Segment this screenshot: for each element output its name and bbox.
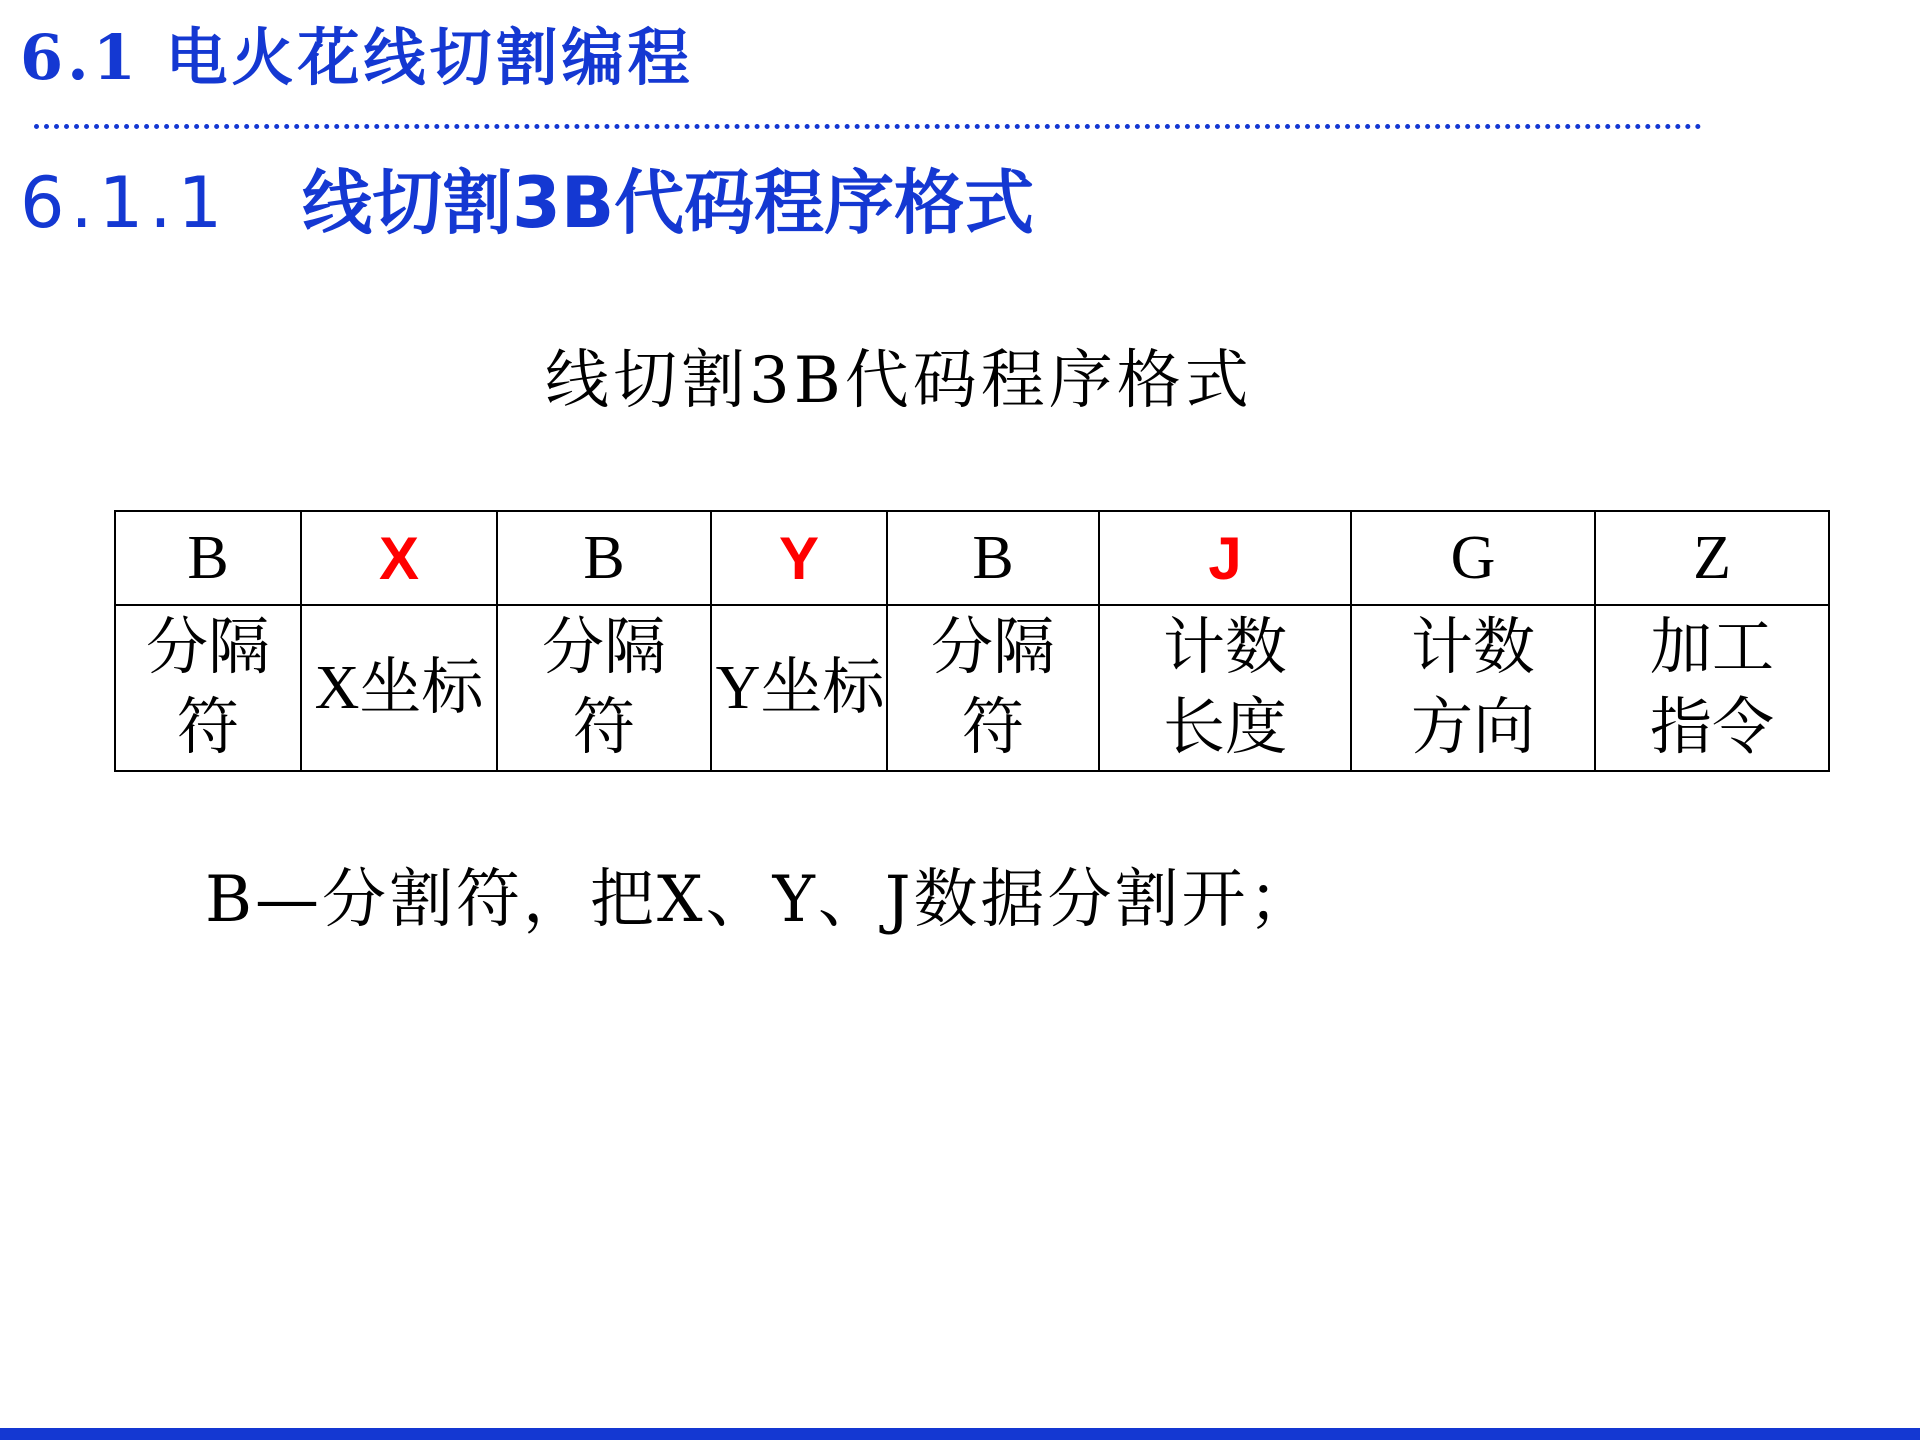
code-cell-y: Y bbox=[711, 511, 887, 605]
desc-cell-b2 bbox=[497, 605, 711, 771]
code-cell-b3: B bbox=[887, 511, 1099, 605]
code-cell-b1: B bbox=[115, 511, 301, 605]
desc-text: 分隔符 bbox=[541, 614, 666, 762]
bottom-bar bbox=[0, 1428, 1920, 1440]
desc-text: X坐标 bbox=[314, 654, 484, 722]
dotted-divider bbox=[34, 124, 1702, 129]
desc-cell-z bbox=[1595, 605, 1829, 771]
desc-cell-b1 bbox=[115, 605, 301, 771]
note-text: B—分割符，把X、Y、J数据分割开； bbox=[205, 863, 1316, 937]
desc-cell-j bbox=[1099, 605, 1351, 771]
code-row bbox=[115, 511, 1829, 605]
desc-cell-x bbox=[301, 605, 497, 771]
desc-cell-y bbox=[711, 605, 887, 771]
desc-text: 加工指令 bbox=[1649, 614, 1774, 762]
code-cell-g: G bbox=[1351, 511, 1595, 605]
subsection-title bbox=[20, 158, 1034, 248]
code-cell-z: Z bbox=[1595, 511, 1829, 605]
desc-text: Y坐标 bbox=[715, 654, 885, 722]
subsection-number: 6.1.1 bbox=[20, 162, 229, 244]
code-cell-b2: B bbox=[497, 511, 711, 605]
desc-text: 分隔符 bbox=[930, 614, 1055, 762]
code-cell-x: X bbox=[301, 511, 497, 605]
description-row bbox=[115, 605, 1829, 771]
desc-cell-b3 bbox=[887, 605, 1099, 771]
table-caption: 线切割3B代码程序格式 bbox=[545, 344, 1253, 418]
section-title: 6.1 电火花线切割编程 bbox=[20, 21, 694, 94]
code-cell-j: J bbox=[1099, 511, 1351, 605]
format-table bbox=[114, 510, 1830, 772]
desc-text: 分隔符 bbox=[145, 614, 270, 762]
desc-text: 计数长度 bbox=[1162, 614, 1287, 762]
subsection-title-text: 线切割3B代码程序格式 bbox=[302, 162, 1035, 244]
desc-text: 计数方向 bbox=[1410, 614, 1535, 762]
desc-cell-g bbox=[1351, 605, 1595, 771]
